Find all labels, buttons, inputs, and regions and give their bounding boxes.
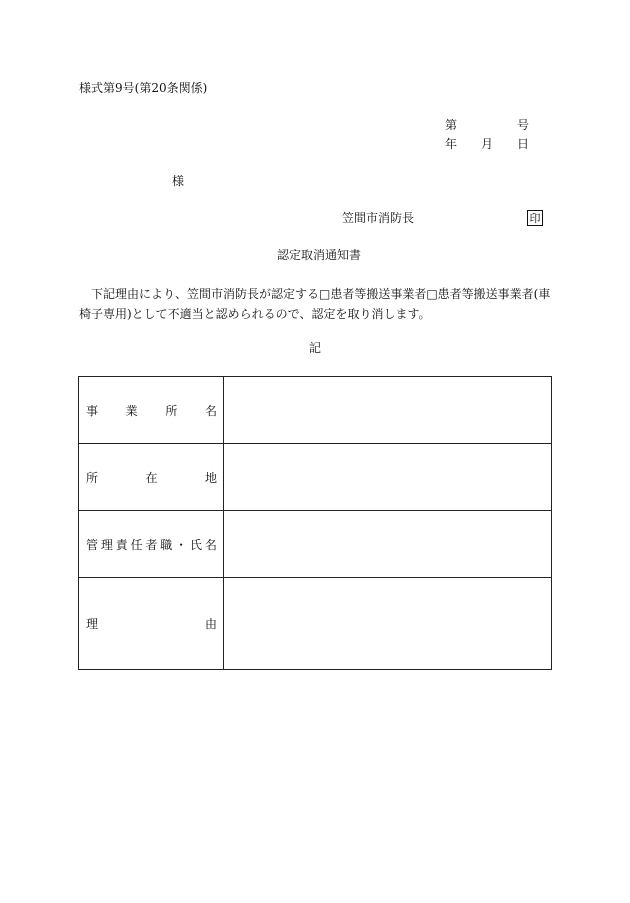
row-value-reason[interactable] <box>224 578 552 670</box>
seal-box: 印 <box>527 210 543 226</box>
form-number: 様式第9号(第20条関係) <box>79 81 208 95</box>
label-char: 任 <box>130 537 143 552</box>
label-char: 職 <box>160 537 173 552</box>
document-title: 認定取消通知書 <box>277 248 362 262</box>
label-char: 由 <box>204 617 217 631</box>
label-char: 管 <box>86 537 99 552</box>
date-month: 月 <box>480 137 493 151</box>
row-label-office-name <box>79 377 224 444</box>
label-char: 氏 <box>190 537 203 552</box>
date-line <box>445 138 529 150</box>
date-day: 日 <box>516 137 529 151</box>
record-table <box>78 376 552 670</box>
row-value-location[interactable] <box>224 444 552 511</box>
label-char: 者 <box>145 537 158 552</box>
row-label-reason <box>79 578 224 670</box>
label-char: 責 <box>115 537 128 552</box>
table-row <box>79 377 552 444</box>
label-char: ・ <box>175 537 188 552</box>
row-label-location <box>79 444 224 511</box>
label-char: 名 <box>204 403 217 418</box>
label-char: 理 <box>100 537 113 552</box>
number-prefix: 第 <box>445 118 458 132</box>
label-char: 理 <box>86 617 99 631</box>
label-char: 所 <box>165 403 178 418</box>
addressee-suffix: 様 <box>172 174 185 188</box>
table-row <box>79 444 552 511</box>
label-char: 事 <box>86 403 99 418</box>
label-char: 地 <box>204 470 217 485</box>
issuer-name: 笠間市消防長 <box>342 211 415 225</box>
table-row <box>79 578 552 670</box>
number-suffix: 号 <box>516 118 529 132</box>
label-char: 在 <box>145 470 158 485</box>
label-char: 所 <box>86 470 99 485</box>
row-value-manager[interactable] <box>224 511 552 578</box>
document-number-line <box>445 119 529 131</box>
row-label-manager <box>79 511 224 578</box>
label-char: 名 <box>204 537 217 552</box>
table-row <box>79 511 552 578</box>
date-year: 年 <box>445 137 458 151</box>
body-text: 下記理由により、笠間市消防長が認定する□患者等搬送事業者□患者等搬送事業者(車椅子専用)として不適当と認められるので、認定を取り消します。 <box>79 287 551 321</box>
row-value-office-name[interactable] <box>224 377 552 444</box>
label-char: 業 <box>125 403 138 418</box>
ki-heading: 記 <box>309 341 322 355</box>
